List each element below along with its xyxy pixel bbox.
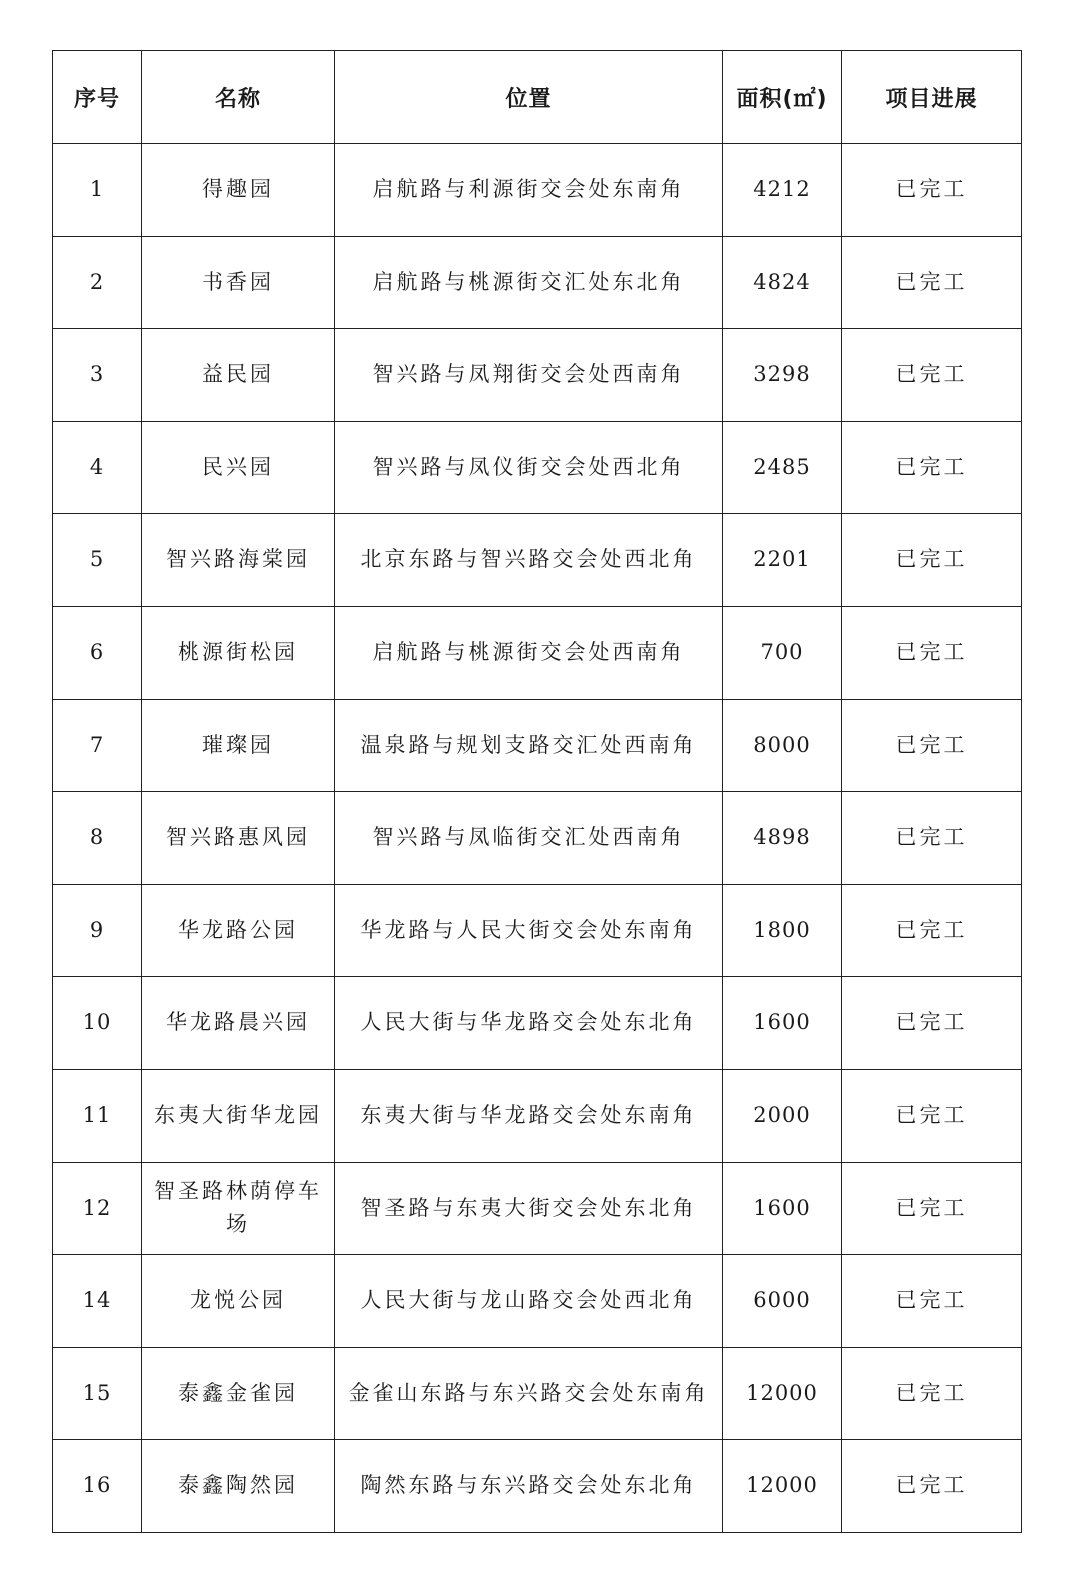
cell-status: 已完工 xyxy=(842,1069,1022,1162)
table-row xyxy=(53,144,1022,237)
table-row xyxy=(53,1255,1022,1348)
cell-area: 12000 xyxy=(723,1440,842,1533)
cell-status: 已完工 xyxy=(842,792,1022,885)
header-area: 面积(㎡) xyxy=(723,51,842,144)
cell-status: 已完工 xyxy=(842,884,1022,977)
cell-area: 4898 xyxy=(723,792,842,885)
cell-location: 东夷大街与华龙路交会处东南角 xyxy=(335,1069,723,1162)
cell-area: 1600 xyxy=(723,977,842,1070)
cell-name: 桃源街松园 xyxy=(142,606,335,699)
cell-name: 泰鑫金雀园 xyxy=(142,1347,335,1440)
cell-name: 华龙路晨兴园 xyxy=(142,977,335,1070)
cell-status: 已完工 xyxy=(842,977,1022,1070)
cell-index: 10 xyxy=(53,977,142,1070)
cell-area: 4212 xyxy=(723,144,842,237)
cell-status: 已完工 xyxy=(842,514,1022,607)
cell-index: 1 xyxy=(53,144,142,237)
cell-location: 温泉路与规划支路交汇处西南角 xyxy=(335,699,723,792)
cell-status: 已完工 xyxy=(842,329,1022,422)
header-location: 位置 xyxy=(335,51,723,144)
table-row xyxy=(53,329,1022,422)
cell-location: 智兴路与凤仪街交会处西北角 xyxy=(335,421,723,514)
table-row xyxy=(53,421,1022,514)
header-index: 序号 xyxy=(53,51,142,144)
table-row xyxy=(53,1347,1022,1440)
cell-status: 已完工 xyxy=(842,1255,1022,1348)
table-row xyxy=(53,977,1022,1070)
cell-area: 1800 xyxy=(723,884,842,977)
cell-index: 6 xyxy=(53,606,142,699)
cell-name: 华龙路公园 xyxy=(142,884,335,977)
cell-location: 启航路与桃源街交会处西南角 xyxy=(335,606,723,699)
cell-index: 7 xyxy=(53,699,142,792)
cell-location: 智兴路与凤临街交汇处西南角 xyxy=(335,792,723,885)
table-row xyxy=(53,1440,1022,1533)
cell-location: 智圣路与东夷大街交会处东北角 xyxy=(335,1162,723,1255)
table-row xyxy=(53,514,1022,607)
cell-index: 12 xyxy=(53,1162,142,1255)
cell-name: 璀璨园 xyxy=(142,699,335,792)
table-row xyxy=(53,884,1022,977)
cell-name: 得趣园 xyxy=(142,144,335,237)
project-table xyxy=(52,50,1022,1533)
cell-location: 启航路与利源街交会处东南角 xyxy=(335,144,723,237)
cell-status: 已完工 xyxy=(842,236,1022,329)
table-row xyxy=(53,1162,1022,1255)
cell-name: 泰鑫陶然园 xyxy=(142,1440,335,1533)
cell-status: 已完工 xyxy=(842,1162,1022,1255)
header-status: 项目进展 xyxy=(842,51,1022,144)
cell-index: 15 xyxy=(53,1347,142,1440)
cell-location: 北京东路与智兴路交会处西北角 xyxy=(335,514,723,607)
cell-name: 民兴园 xyxy=(142,421,335,514)
cell-location: 华龙路与人民大街交会处东南角 xyxy=(335,884,723,977)
cell-name: 书香园 xyxy=(142,236,335,329)
cell-status: 已完工 xyxy=(842,1440,1022,1533)
cell-name: 益民园 xyxy=(142,329,335,422)
cell-location: 人民大街与龙山路交会处西北角 xyxy=(335,1255,723,1348)
cell-location: 陶然东路与东兴路交会处东北角 xyxy=(335,1440,723,1533)
cell-area: 8000 xyxy=(723,699,842,792)
table-header-row xyxy=(53,51,1022,144)
cell-area: 6000 xyxy=(723,1255,842,1348)
table-row xyxy=(53,699,1022,792)
cell-name: 东夷大街华龙园 xyxy=(142,1069,335,1162)
cell-index: 3 xyxy=(53,329,142,422)
table-row xyxy=(53,1069,1022,1162)
cell-index: 2 xyxy=(53,236,142,329)
table-row xyxy=(53,792,1022,885)
cell-name: 智圣路林荫停车场 xyxy=(142,1162,335,1255)
cell-area: 2000 xyxy=(723,1069,842,1162)
cell-location: 启航路与桃源街交汇处东北角 xyxy=(335,236,723,329)
cell-status: 已完工 xyxy=(842,1347,1022,1440)
cell-status: 已完工 xyxy=(842,144,1022,237)
cell-index: 4 xyxy=(53,421,142,514)
cell-index: 11 xyxy=(53,1069,142,1162)
cell-index: 5 xyxy=(53,514,142,607)
table-row xyxy=(53,606,1022,699)
cell-area: 2485 xyxy=(723,421,842,514)
table-body xyxy=(53,144,1022,1533)
cell-index: 9 xyxy=(53,884,142,977)
cell-area: 3298 xyxy=(723,329,842,422)
cell-name: 智兴路海棠园 xyxy=(142,514,335,607)
cell-area: 700 xyxy=(723,606,842,699)
cell-name: 智兴路惠风园 xyxy=(142,792,335,885)
cell-area: 1600 xyxy=(723,1162,842,1255)
cell-area: 4824 xyxy=(723,236,842,329)
cell-area: 2201 xyxy=(723,514,842,607)
cell-area: 12000 xyxy=(723,1347,842,1440)
cell-status: 已完工 xyxy=(842,421,1022,514)
cell-name: 龙悦公园 xyxy=(142,1255,335,1348)
cell-location: 人民大街与华龙路交会处东北角 xyxy=(335,977,723,1070)
cell-status: 已完工 xyxy=(842,699,1022,792)
cell-location: 金雀山东路与东兴路交会处东南角 xyxy=(335,1347,723,1440)
table-row xyxy=(53,236,1022,329)
header-name: 名称 xyxy=(142,51,335,144)
cell-status: 已完工 xyxy=(842,606,1022,699)
cell-index: 14 xyxy=(53,1255,142,1348)
cell-location: 智兴路与凤翔街交会处西南角 xyxy=(335,329,723,422)
cell-index: 16 xyxy=(53,1440,142,1533)
cell-index: 8 xyxy=(53,792,142,885)
